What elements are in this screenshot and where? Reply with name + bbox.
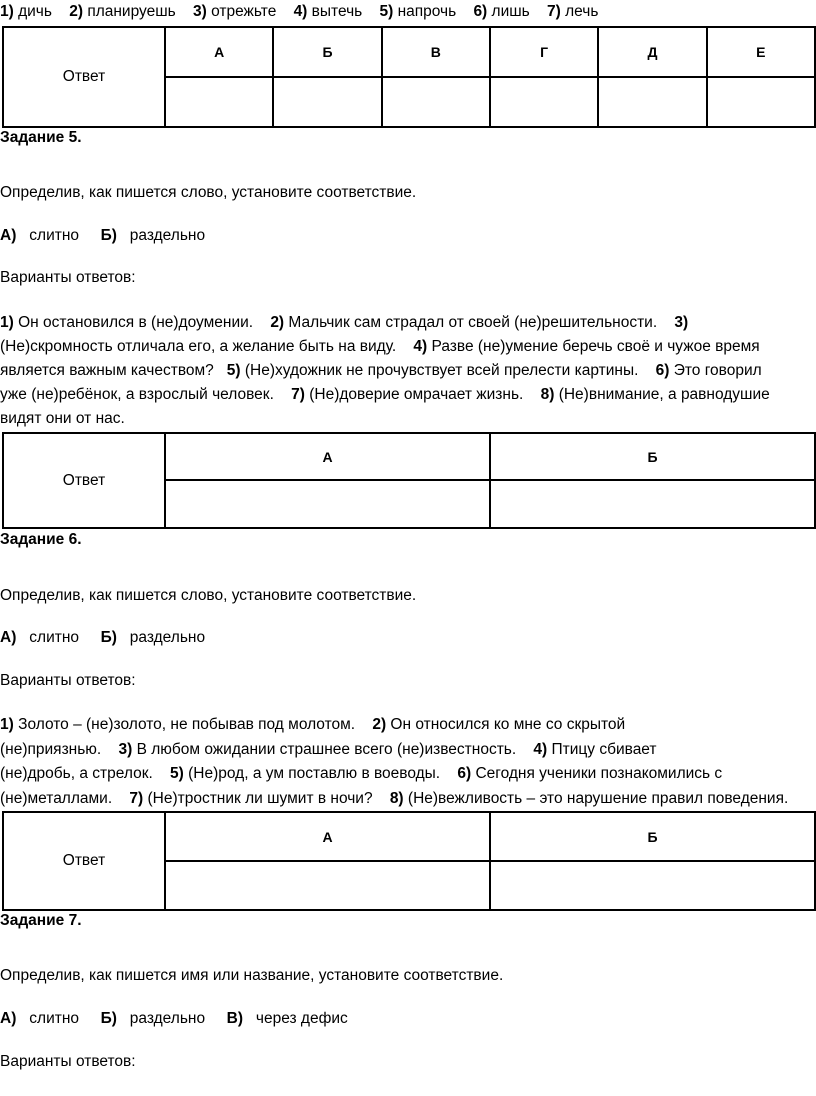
- variant-number: 2): [270, 314, 285, 331]
- option-word: планируешь: [87, 3, 176, 20]
- variant-number: 3): [674, 314, 689, 331]
- variant-number: 1): [0, 314, 14, 331]
- variant-text: Он остановился в (не)доумении.: [13, 314, 271, 331]
- variant-text: Мальчик сам страдал от своей (не)решительности.: [284, 314, 675, 331]
- option-key: В): [226, 1010, 243, 1027]
- task-options: [0, 628, 205, 648]
- option-word: отрежьте: [211, 3, 277, 20]
- option-key: А): [0, 1010, 17, 1027]
- option-word: дичь: [18, 3, 52, 20]
- option-text: раздельно: [129, 227, 206, 244]
- variant-number: 4): [413, 338, 428, 355]
- variant-number: 1): [0, 716, 14, 733]
- header-cell: А: [165, 27, 273, 77]
- header-cell: Б: [490, 812, 815, 861]
- variant-line: [0, 407, 816, 431]
- header-cell: Д: [598, 27, 706, 77]
- option-key: Б): [100, 227, 117, 244]
- variant-line: [0, 359, 816, 383]
- variant-line: [0, 713, 816, 738]
- variant-line: [0, 383, 816, 407]
- answer-label: Ответ: [3, 433, 165, 528]
- variant-text: (Не)род, а ум поставлю в воеводы.: [183, 765, 458, 782]
- header-cell: А: [165, 812, 490, 861]
- variant-text: (Не)доверие омрачает жизнь.: [304, 386, 541, 403]
- header-cell: Е: [707, 27, 815, 77]
- variant-line: [0, 335, 816, 359]
- option-text: слитно: [29, 629, 80, 646]
- option-key: А): [0, 629, 17, 646]
- header-cell: А: [165, 433, 490, 480]
- answer-cell[interactable]: [490, 861, 815, 910]
- top-options-line: [0, 2, 598, 22]
- header-cell: Б: [273, 27, 381, 77]
- variant-number: 2): [372, 716, 387, 733]
- answer-table-6: [2, 811, 816, 911]
- task-variants-text: [0, 311, 816, 431]
- answer-cell[interactable]: [598, 77, 706, 127]
- variant-text: видят они от нас.: [0, 410, 125, 427]
- task-title: Задание 7.: [0, 912, 82, 929]
- option-text: раздельно: [129, 1010, 206, 1027]
- variant-text: Это говорил: [669, 362, 762, 379]
- variant-text: (не)металлами.: [0, 789, 130, 807]
- task-options: [0, 226, 205, 246]
- task-instruction: Определив, как пишется имя или название, установите соответствие.: [0, 967, 504, 984]
- task-instruction: Определив, как пишется слово, установите соответствие.: [0, 184, 417, 201]
- option-word: лечь: [565, 3, 599, 20]
- variant-number: 5): [226, 362, 241, 379]
- variant-text: (Не)тростник ли шумит в ночи?: [143, 789, 390, 807]
- variant-text: (Не)скромность отличала его, а желание быть на виду.: [0, 338, 414, 355]
- option-key: Б): [100, 629, 117, 646]
- variant-number: 7): [129, 789, 144, 807]
- answer-cell[interactable]: [165, 480, 490, 528]
- variant-number: 8): [540, 386, 555, 403]
- header-cell: В: [382, 27, 490, 77]
- variant-text: (Не)вежливость – это нарушение правил поведения.: [403, 789, 789, 807]
- variant-number: 7): [291, 386, 305, 403]
- task-instruction: Определив, как пишется слово, установите соответствие.: [0, 587, 417, 604]
- answer-cell[interactable]: [165, 77, 273, 127]
- variant-text: (Не)художник не прочувствует всей прелести картины.: [240, 362, 656, 379]
- variant-text: Сегодня ученики познакомились с: [471, 765, 723, 782]
- answer-cell[interactable]: [382, 77, 490, 127]
- option-key: Б): [100, 1010, 117, 1027]
- variant-text: Разве (не)умение беречь своё и чужое время: [427, 338, 760, 355]
- option-text: раздельно: [129, 629, 206, 646]
- variant-number: 6): [457, 765, 472, 782]
- variant-text: В любом ожидании страшнее всего (не)известность.: [132, 740, 534, 758]
- answer-label: Ответ: [3, 27, 165, 127]
- option-text: слитно: [29, 1010, 80, 1027]
- option-number: 2): [69, 3, 83, 20]
- option-word: напрочь: [397, 3, 457, 20]
- variant-text: Золото – (не)золото, не побывав под молотом.: [13, 716, 373, 733]
- answer-table-1: [2, 26, 816, 128]
- answer-label: Ответ: [3, 812, 165, 910]
- variants-label: Варианты ответов:: [0, 1053, 136, 1070]
- answer-cell[interactable]: [490, 77, 598, 127]
- option-number: 3): [192, 3, 207, 20]
- task-options: [0, 1009, 348, 1029]
- option-word: лишь: [491, 3, 530, 20]
- variant-line: [0, 311, 816, 335]
- option-text: через дефис: [255, 1010, 348, 1027]
- option-text: слитно: [29, 227, 80, 244]
- answer-cell[interactable]: [273, 77, 381, 127]
- answer-cell[interactable]: [707, 77, 815, 127]
- answer-cell[interactable]: [490, 480, 815, 528]
- option-number: 5): [379, 3, 394, 20]
- variant-text: Птицу сбивает: [547, 740, 657, 758]
- answer-table-5: [2, 432, 816, 529]
- variant-text: уже (не)ребёнок, а взрослый человек.: [0, 386, 292, 403]
- variant-text: (Не)внимание, а равнодушие: [554, 386, 770, 403]
- task-title: Задание 6.: [0, 531, 82, 548]
- task-title: Задание 5.: [0, 129, 82, 146]
- variant-line: [0, 738, 816, 763]
- header-cell: Г: [490, 27, 598, 77]
- variants-label: Варианты ответов:: [0, 269, 136, 286]
- variant-text: является важным качеством?: [0, 362, 227, 379]
- variant-line: [0, 787, 816, 812]
- variant-number: 6): [655, 362, 670, 379]
- variants-label: Варианты ответов:: [0, 672, 136, 689]
- variant-line: [0, 762, 816, 787]
- variant-number: 5): [170, 765, 184, 782]
- answer-cell[interactable]: [165, 861, 490, 910]
- variant-text: (не)приязнью.: [0, 740, 119, 758]
- variant-text: (не)дробь, а стрелок.: [0, 765, 171, 782]
- header-cell: Б: [490, 433, 815, 480]
- variant-number: 8): [389, 789, 404, 807]
- option-word: вытечь: [311, 3, 363, 20]
- option-key: А): [0, 227, 17, 244]
- variant-number: 4): [533, 740, 548, 758]
- variant-number: 3): [118, 740, 133, 758]
- variant-text: Он относился ко мне со скрытой: [386, 716, 626, 733]
- option-number: 6): [473, 3, 488, 20]
- option-number: 1): [0, 3, 14, 20]
- option-number: 4): [293, 3, 308, 20]
- task-variants-text: [0, 713, 816, 811]
- option-number: 7): [547, 3, 561, 20]
